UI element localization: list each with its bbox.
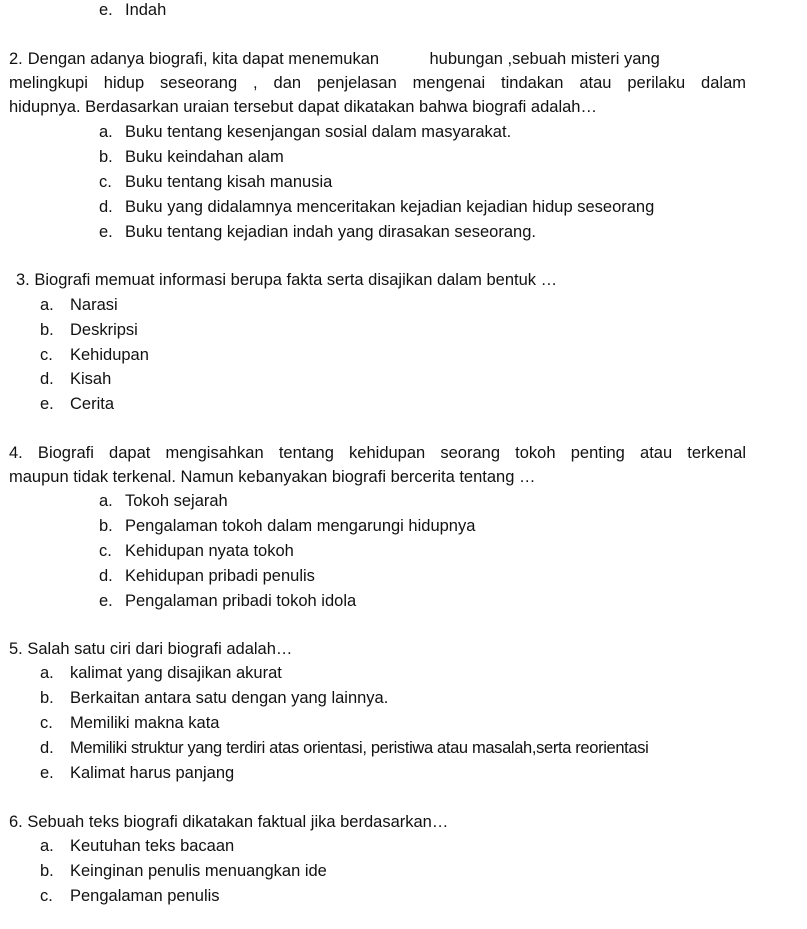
question-6	[9, 812, 448, 832]
option-text: Kisah	[70, 370, 112, 388]
option-text: Buku tentang kisah manusia	[125, 173, 333, 191]
question-text: melingkupi hidup seseorang , dan penjelasan mengenai tindakan atau perilaku dalam	[9, 74, 746, 92]
option-letter: c.	[99, 173, 112, 191]
option-letter: b.	[99, 517, 113, 535]
option-letter: e.	[99, 1, 113, 19]
option-letter: e.	[40, 395, 54, 413]
option-text: Indah	[125, 1, 167, 19]
option-letter: d.	[40, 739, 54, 757]
option-letter: a.	[99, 492, 113, 510]
question-2-line-3	[9, 97, 597, 117]
option-letter: c.	[40, 887, 53, 905]
q6-option-b	[40, 861, 327, 881]
q2-option-c	[99, 172, 332, 192]
option-text: Keinginan penulis menuangkan ide	[70, 862, 327, 880]
q5-option-a	[40, 663, 282, 683]
option-letter: d.	[99, 198, 113, 216]
q5-option-c	[40, 713, 219, 733]
option-text: Cerita	[70, 395, 115, 413]
question-text: Dengan adanya biografi, kita dapat menemukan hubungan ,sebuah misteri yang	[27, 50, 660, 68]
option-letter: e.	[99, 592, 113, 610]
q5-option-b	[40, 688, 388, 708]
q5-option-e	[40, 763, 234, 783]
option-text: Buku tentang kejadian indah yang dirasakan seseorang.	[125, 223, 536, 241]
option-letter: b.	[40, 862, 54, 880]
q4-option-b	[99, 516, 475, 536]
option-letter: e.	[40, 764, 54, 782]
q4-option-a	[99, 491, 228, 511]
question-4-line-1	[9, 443, 746, 463]
q3-option-a	[40, 295, 118, 315]
q3-option-d	[40, 369, 111, 389]
question-text: maupun tidak terkenal. Namun kebanyakan biografi bercerita tentang …	[9, 468, 536, 486]
option-letter: a.	[40, 296, 54, 314]
option-text: Deskripsi	[70, 321, 138, 339]
q2-option-a	[99, 122, 511, 142]
option-text: Buku yang didalamnya menceritakan kejadian kejadian hidup seseorang	[125, 198, 655, 216]
q2-option-d	[99, 197, 654, 217]
option-text: Keutuhan teks bacaan	[70, 837, 235, 855]
q2-option-b	[99, 147, 284, 167]
q3-option-e	[40, 394, 114, 414]
question-5	[9, 639, 292, 659]
q6-option-c	[40, 886, 220, 906]
option-text: Kalimat harus panjang	[70, 764, 235, 782]
option-text: Pengalaman penulis	[70, 887, 220, 905]
option-e-indah	[99, 0, 166, 20]
question-text: 4. Biografi dapat mengisahkan tentang kehidupan seorang tokoh penting atau terkenal	[9, 444, 746, 462]
question-text: 5. Salah satu ciri dari biografi adalah…	[9, 640, 293, 658]
question-text: 6. Sebuah teks biografi dikatakan faktual jika berdasarkan…	[9, 813, 449, 831]
option-text: Memiliki makna kata	[70, 714, 220, 732]
option-letter: c.	[40, 346, 53, 364]
option-text: Buku tentang kesenjangan sosial dalam masyarakat.	[125, 123, 512, 141]
option-letter: a.	[99, 123, 113, 141]
option-text: Pengalaman pribadi tokoh idola	[125, 592, 357, 610]
question-2-line-1	[9, 49, 746, 69]
option-letter: b.	[40, 321, 54, 339]
q4-option-c	[99, 541, 294, 561]
q4-option-e	[99, 591, 356, 611]
option-text: Narasi	[70, 296, 118, 314]
q5-option-d	[40, 738, 648, 758]
option-letter: d.	[40, 370, 54, 388]
option-letter: e.	[99, 223, 113, 241]
option-letter: c.	[99, 542, 112, 560]
question-text: hidupnya. Berdasarkan uraian tersebut dapat dikatakan bahwa biografi adalah…	[9, 98, 597, 116]
option-text: Kehidupan	[70, 346, 149, 364]
option-text: Kehidupan pribadi penulis	[125, 567, 315, 585]
option-text: Tokoh sejarah	[125, 492, 228, 510]
question-text: 3. Biografi memuat informasi berupa fakta serta disajikan dalam bentuk …	[16, 271, 558, 289]
option-letter: b.	[99, 148, 113, 166]
option-letter: a.	[40, 837, 54, 855]
q3-option-c	[40, 345, 149, 365]
option-text: Memiliki struktur yang terdiri atas orientasi, peristiwa atau masalah,serta reorientasi	[70, 739, 649, 757]
option-text: kalimat yang disajikan akurat	[70, 664, 282, 682]
option-text: Pengalaman tokoh dalam mengarungi hidupnya	[125, 517, 476, 535]
question-2-line-2	[9, 73, 746, 93]
option-letter: a.	[40, 664, 54, 682]
question-number: 2.	[9, 50, 23, 68]
option-letter: c.	[40, 714, 53, 732]
question-4-line-2	[9, 467, 535, 487]
q3-option-b	[40, 320, 138, 340]
q6-option-a	[40, 836, 234, 856]
option-letter: d.	[99, 567, 113, 585]
option-text: Buku keindahan alam	[125, 148, 284, 166]
option-text: Kehidupan nyata tokoh	[125, 542, 294, 560]
option-letter: b.	[40, 689, 54, 707]
option-text: Berkaitan antara satu dengan yang lainnya.	[70, 689, 389, 707]
q4-option-d	[99, 566, 315, 586]
question-3	[16, 270, 557, 290]
q2-option-e	[99, 222, 536, 242]
